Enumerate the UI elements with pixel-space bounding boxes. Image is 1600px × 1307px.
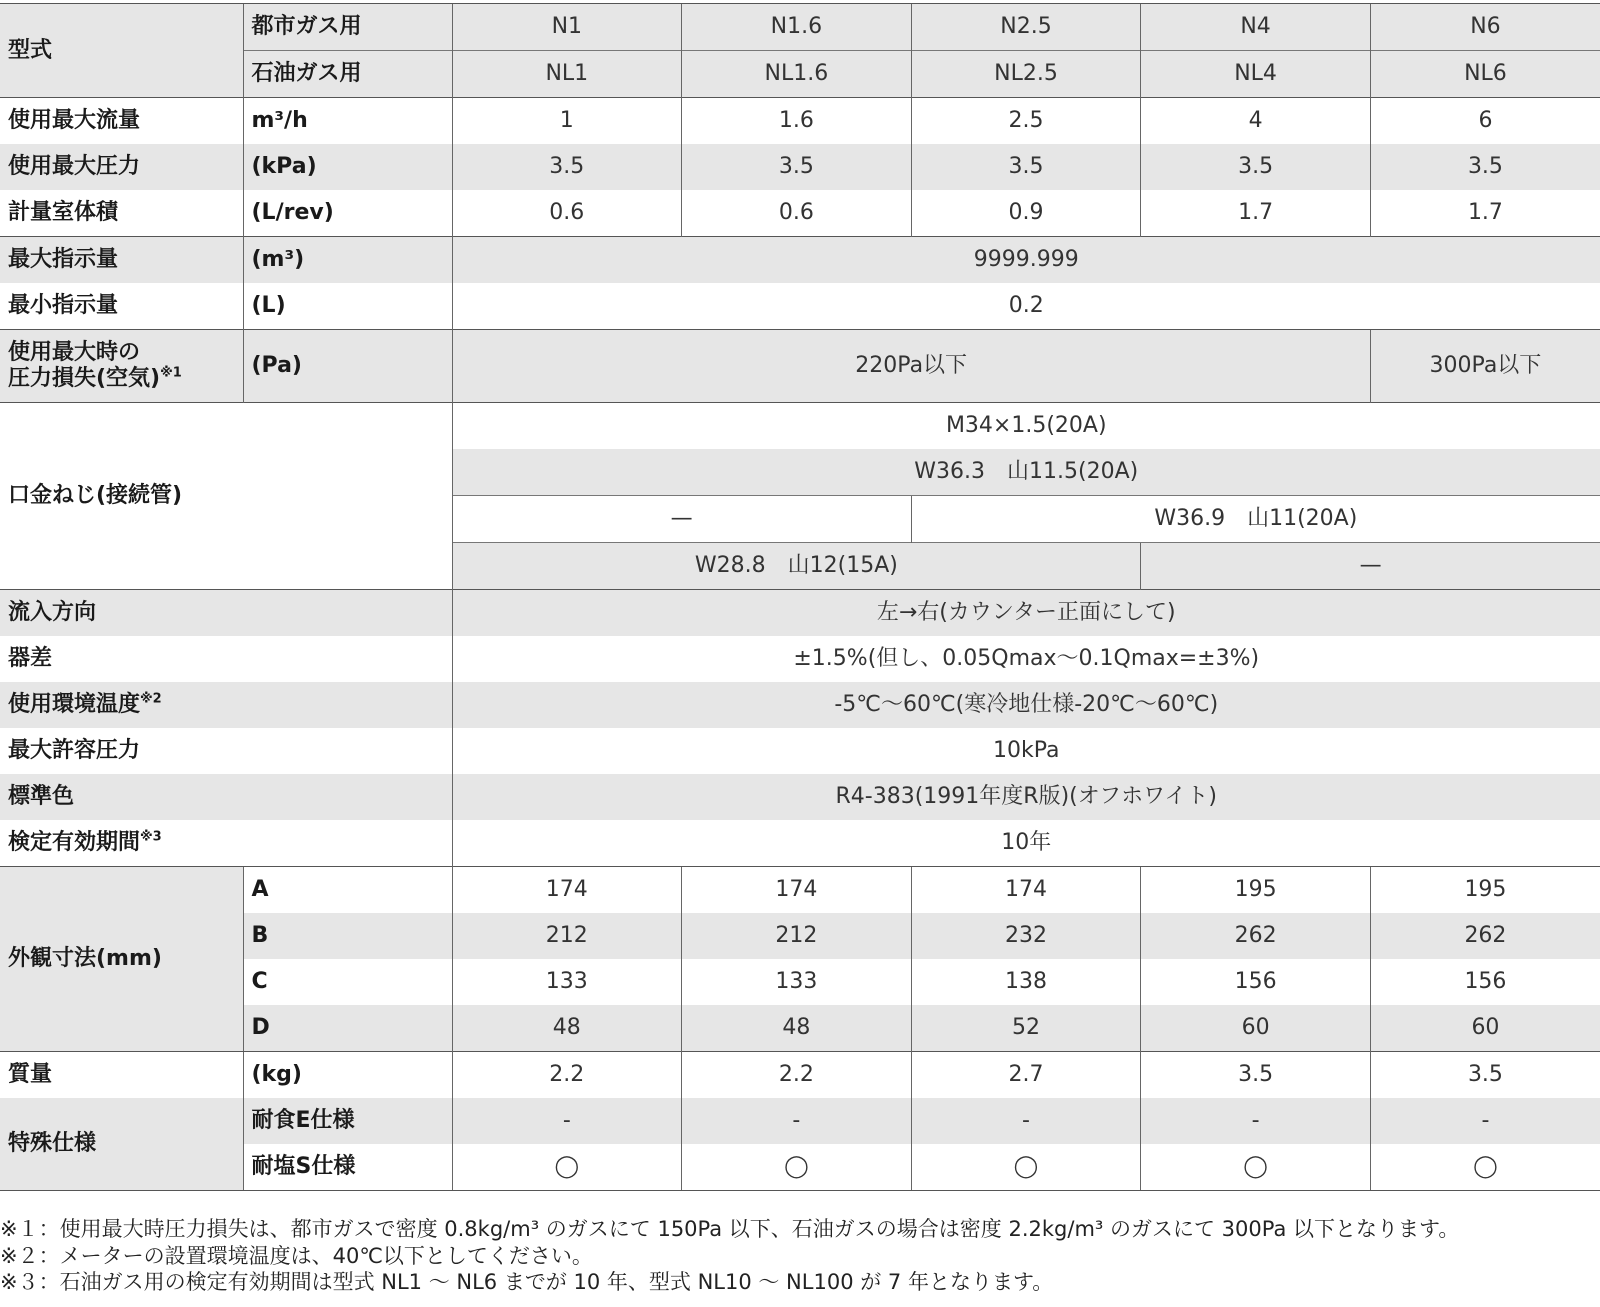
row-label: 使用最大流量 (0, 98, 243, 145)
value-cell: ◯ (682, 1144, 912, 1191)
value-cell: 156 (1141, 959, 1371, 1005)
row-label (0, 820, 452, 867)
model-cell: NL1 (452, 51, 682, 98)
value-cell: — (1141, 543, 1600, 590)
max-allowable-pressure-row (0, 728, 1600, 774)
spec-table (0, 3, 1600, 1191)
value-cell: R4-383(1991年度R版)(オフホワイト) (452, 774, 1600, 820)
value-cell: 220Pa以下 (452, 330, 1370, 403)
value-cell: 1.6 (682, 98, 912, 145)
value-cell: 3.5 (1370, 144, 1600, 190)
model-cell: N6 (1370, 4, 1600, 51)
model-cell: N2.5 (911, 4, 1141, 51)
dimension-row-a (0, 867, 1600, 914)
row-unit: (m³) (243, 237, 452, 284)
row-label: 流入方向 (0, 590, 452, 637)
value-cell: - (1370, 1098, 1600, 1144)
value-cell: ◯ (452, 1144, 682, 1191)
footnote-3: ※３：石油ガス用の検定有効期間は型式 NL1 〜 NL6 までが 10 年、型式 NL10 〜 NL100 が 7 年となります。 (0, 1270, 1054, 1294)
env-temp-row (0, 682, 1600, 728)
value-cell: 212 (682, 913, 912, 959)
value-cell: 9999.999 (452, 237, 1600, 284)
value-cell: 0.6 (682, 190, 912, 237)
value-cell: 2.2 (682, 1052, 912, 1099)
special-corrosion-row (0, 1098, 1600, 1144)
value-cell: 3.5 (452, 144, 682, 190)
row-label: 使用最大圧力 (0, 144, 243, 190)
value-cell: 10kPa (452, 728, 1600, 774)
row-unit: 耐食E仕様 (243, 1098, 452, 1144)
value-cell: 4 (1141, 98, 1371, 145)
max-indication-row (0, 237, 1600, 284)
footnote-2: ※２：メーターの設置環境温度は、40℃以下としてください。 (0, 1243, 593, 1268)
model-cell: NL1.6 (682, 51, 912, 98)
value-cell: 2.5 (911, 98, 1141, 145)
value-cell: 156 (1370, 959, 1600, 1005)
max-pressure-row (0, 144, 1600, 190)
pressure-loss-label-line1: 使用最大時の (8, 340, 141, 365)
value-cell: 1.7 (1141, 190, 1371, 237)
value-cell: 138 (911, 959, 1141, 1005)
model-cell: NL2.5 (911, 51, 1141, 98)
value-cell: W28.8 山12(15A) (452, 543, 1141, 590)
value-cell: 3.5 (1141, 1052, 1371, 1099)
row-unit: m³/h (243, 98, 452, 145)
max-flow-row (0, 98, 1600, 145)
validity-label: 検定有効期間 (8, 830, 141, 855)
row-label (0, 682, 452, 728)
value-cell: 0.2 (452, 283, 1600, 330)
mass-row (0, 1052, 1600, 1099)
value-cell: 3.5 (682, 144, 912, 190)
value-cell: 1 (452, 98, 682, 145)
note-mark: ※1 (160, 365, 182, 381)
lp-gas-label: 石油ガス用 (243, 51, 452, 98)
value-cell: 2.2 (452, 1052, 682, 1099)
value-cell: ◯ (1370, 1144, 1600, 1191)
value-cell: 1.7 (1370, 190, 1600, 237)
chamber-volume-row (0, 190, 1600, 237)
value-cell: - (452, 1098, 682, 1144)
standard-color-row (0, 774, 1600, 820)
city-gas-label: 都市ガス用 (243, 4, 452, 51)
value-cell: 10年 (452, 820, 1600, 867)
row-label (0, 330, 243, 403)
value-cell: W36.9 山11(20A) (911, 496, 1600, 543)
row-label: 最大指示量 (0, 237, 243, 284)
value-cell: ◯ (1141, 1144, 1371, 1191)
row-label: 最小指示量 (8, 293, 119, 318)
value-cell: 48 (682, 1005, 912, 1052)
row-unit: (Pa) (243, 330, 452, 403)
value-cell: 60 (1141, 1005, 1371, 1052)
model-city-row (0, 4, 1600, 51)
dimension-key: C (243, 959, 452, 1005)
model-cell: NL6 (1370, 51, 1600, 98)
dimension-key: B (243, 913, 452, 959)
row-unit: (L/rev) (243, 190, 452, 237)
thread-row-1 (0, 403, 1600, 450)
dimension-key: D (243, 1005, 452, 1052)
min-indication-row (0, 283, 1600, 330)
value-cell: M34×1.5(20A) (452, 403, 1600, 450)
row-label: 計量室体積 (8, 200, 119, 225)
value-cell: 48 (452, 1005, 682, 1052)
value-cell: 174 (682, 867, 912, 914)
value-cell: 6 (1370, 98, 1600, 145)
value-cell: - (682, 1098, 912, 1144)
model-cell: N1.6 (682, 4, 912, 51)
value-cell: 52 (911, 1005, 1141, 1052)
value-cell: W36.3 山11.5(20A) (452, 449, 1600, 496)
value-cell: 60 (1370, 1005, 1600, 1052)
row-unit: 耐塩S仕様 (243, 1144, 452, 1191)
value-cell: 174 (911, 867, 1141, 914)
value-cell: ±1.5%(但し、0.05Qmax〜0.1Qmax=±3%) (452, 636, 1600, 682)
value-cell: 174 (452, 867, 682, 914)
value-cell: 133 (682, 959, 912, 1005)
value-cell: 262 (1141, 913, 1371, 959)
value-cell: 0.9 (911, 190, 1141, 237)
value-cell: - (911, 1098, 1141, 1144)
validity-row (0, 820, 1600, 867)
value-cell: 300Pa以下 (1370, 330, 1600, 403)
row-label: 質量 (0, 1052, 243, 1099)
value-cell: - (1141, 1098, 1371, 1144)
row-label: 口金ねじ(接続管) (0, 403, 452, 590)
value-cell: 3.5 (911, 144, 1141, 190)
row-label: 外観寸法(mm) (0, 867, 243, 1052)
row-unit: (L) (243, 283, 452, 330)
row-label: 最大許容圧力 (8, 738, 141, 763)
row-label: 標準色 (0, 774, 452, 820)
value-cell: 左→右(カウンター正面にして) (452, 590, 1600, 637)
value-cell: 262 (1370, 913, 1600, 959)
row-label: 特殊仕様 (0, 1098, 243, 1191)
instrument-error-row (0, 636, 1600, 682)
row-unit: (kPa) (243, 144, 452, 190)
value-cell: 133 (452, 959, 682, 1005)
value-cell: — (452, 496, 911, 543)
pressure-loss-row (0, 330, 1600, 403)
pressure-loss-label-line2: 圧力損失(空気) (8, 366, 161, 391)
note-mark: ※2 (140, 691, 162, 707)
value-cell: 2.7 (911, 1052, 1141, 1099)
note-mark: ※3 (140, 829, 162, 845)
row-unit: (kg) (243, 1052, 452, 1099)
model-label: 型式 (0, 4, 243, 98)
value-cell: ◯ (911, 1144, 1141, 1191)
value-cell: -5℃〜60℃(寒冷地仕様-20℃〜60℃) (452, 682, 1600, 728)
footnotes (0, 1216, 1459, 1296)
footnote-1: ※１：使用最大時圧力損失は、都市ガスで密度 0.8kg/m³ のガスにて 150Pa 以下、石油ガスの場合は密度 2.2kg/m³ のガスにて 300Pa 以下となります。 (0, 1217, 1460, 1241)
env-temp-label: 使用環境温度 (8, 692, 141, 717)
row-label: 器差 (8, 646, 53, 671)
value-cell: 212 (452, 913, 682, 959)
value-cell: 195 (1141, 867, 1371, 914)
model-cell: NL4 (1141, 51, 1371, 98)
dimension-key: A (243, 867, 452, 914)
flow-direction-row (0, 590, 1600, 637)
value-cell: 232 (911, 913, 1141, 959)
value-cell: 3.5 (1370, 1052, 1600, 1099)
value-cell: 195 (1370, 867, 1600, 914)
value-cell: 0.6 (452, 190, 682, 237)
model-cell: N1 (452, 4, 682, 51)
model-cell: N4 (1141, 4, 1371, 51)
value-cell: 3.5 (1141, 144, 1371, 190)
